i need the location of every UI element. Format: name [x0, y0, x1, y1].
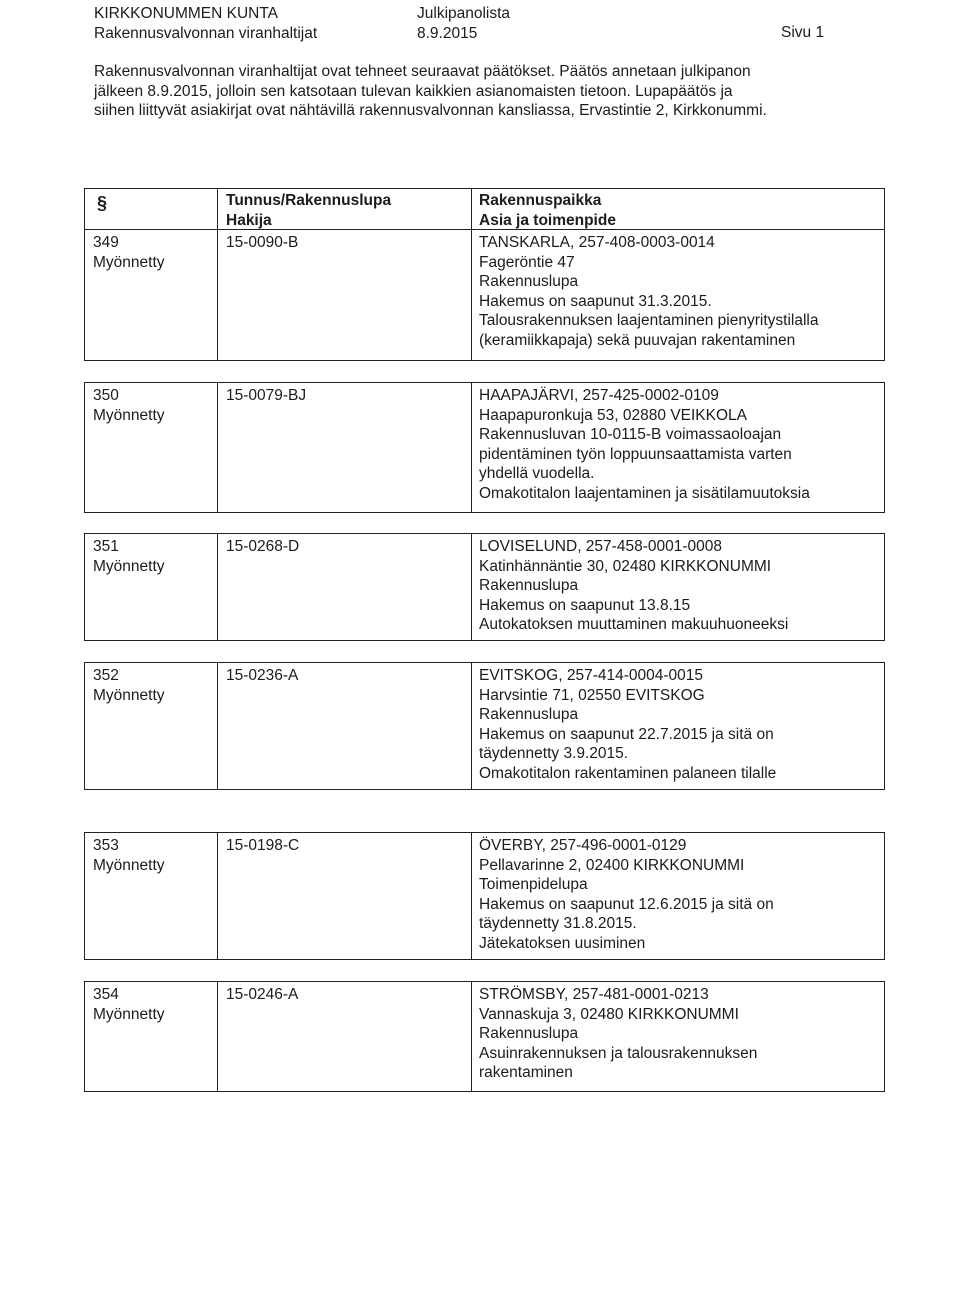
- header-applicant: Hakija: [226, 211, 272, 229]
- permit-id: 15-0198-C: [226, 837, 300, 854]
- permit-id-cell: [218, 663, 472, 789]
- header-action: Asia ja toimenpide: [479, 211, 616, 229]
- header-permit-id: Tunnus/Rakennuslupa: [226, 192, 392, 209]
- decision-status: Myönnetty: [93, 253, 165, 271]
- permit-id-cell: [218, 982, 472, 1091]
- header-middle: [417, 4, 510, 43]
- address-line: Fageröntie 47: [479, 253, 575, 271]
- action-description: Autokatoksen muuttaminen makuuhuoneeksi: [479, 616, 789, 634]
- action-description: (keramiikkapaja) sekä puuvajan rakentaminen: [479, 331, 796, 349]
- action-description: Omakotitalon laajentaminen ja sisätilamuutoksia: [479, 484, 810, 502]
- application-date: Hakemus on saapunut 13.8.15: [479, 596, 691, 614]
- municipality-name: KIRKKONUMMEN KUNTA: [94, 5, 279, 22]
- table-header-row: [85, 189, 884, 230]
- action-description: Talousrakennuksen laajentaminen pienyritystilalla: [479, 312, 819, 330]
- decision-number: 351: [93, 538, 119, 555]
- intro-line: Rakennusvalvonnan viranhaltijat ovat tehneet seuraavat päätökset. Päätös annetaan julkipanon: [94, 63, 751, 80]
- permit-type: Rakennuslupa: [479, 577, 579, 595]
- intro-line: jälkeen 8.9.2015, jolloin sen katsotaan tulevan kaikkien asianomaisten tietoon. Lupapäätös ja: [94, 82, 733, 100]
- application-date: Hakemus on saapunut 12.6.2015 ja sitä on: [479, 895, 774, 913]
- page-number: Sivu 1: [781, 24, 825, 41]
- decision-details-cell: [472, 833, 774, 954]
- permit-type: Toimenpidelupa: [479, 876, 588, 894]
- decision-number-cell: [85, 534, 218, 640]
- decision-number-cell: [85, 230, 218, 360]
- decision-block-352: [84, 662, 885, 790]
- decision-details-cell: [472, 383, 810, 504]
- supplement-date: täydennetty 31.8.2015.: [479, 915, 637, 933]
- detail-line: pidentäminen työn loppuunsaattamista varten: [479, 445, 792, 463]
- decision-block-351: [84, 533, 885, 641]
- application-date: Hakemus on saapunut 31.3.2015.: [479, 292, 712, 310]
- decision-number: 354: [93, 986, 119, 1003]
- property-line: ÖVERBY, 257-496-0001-0129: [479, 837, 687, 854]
- permit-id: 15-0079-BJ: [226, 387, 307, 404]
- decision-number-cell: [85, 383, 218, 512]
- permit-id: 15-0090-B: [226, 234, 299, 251]
- detail-line: Rakennusluvan 10-0115-B voimassaoloajan: [479, 426, 782, 444]
- decision-number: 349: [93, 234, 119, 251]
- decision-status: Myönnetty: [93, 856, 165, 874]
- section-sign-cell: [85, 189, 218, 229]
- decision-block-353: [84, 832, 885, 960]
- decision-block-349: [84, 188, 885, 361]
- decision-details-cell: [472, 230, 818, 351]
- decision-number: 353: [93, 837, 119, 854]
- property-line: HAAPAJÄRVI, 257-425-0002-0109: [479, 387, 719, 404]
- property-line: TANSKARLA, 257-408-0003-0014: [479, 234, 715, 251]
- decision-status: Myönnetty: [93, 686, 165, 704]
- address-line: Pellavarinne 2, 02400 KIRKKONUMMI: [479, 856, 745, 874]
- decision-status: Myönnetty: [93, 1005, 165, 1023]
- permit-id-cell: [218, 833, 472, 959]
- decision-block-354: [84, 981, 885, 1092]
- address-line: Haapapuronkuja 53, 02880 VEIKKOLA: [479, 406, 747, 424]
- permit-id: 15-0268-D: [226, 538, 300, 555]
- permit-id: 15-0236-A: [226, 667, 299, 684]
- decision-details-cell: [472, 663, 776, 784]
- decision-block-350: [84, 382, 885, 513]
- document-type: Julkipanolista: [417, 5, 511, 22]
- section-sign: §: [97, 193, 108, 213]
- decision-number-cell: [85, 663, 218, 789]
- application-date: Hakemus on saapunut 22.7.2015 ja sitä on: [479, 725, 774, 743]
- property-line: LOVISELUND, 257-458-0001-0008: [479, 538, 722, 555]
- decision-number: 352: [93, 667, 119, 684]
- header-site: Rakennuspaikka: [479, 192, 602, 209]
- header-id-cell: [218, 189, 472, 229]
- permit-type: Rakennuslupa: [479, 706, 579, 724]
- authority-name: Rakennusvalvonnan viranhaltijat: [94, 24, 318, 42]
- intro-paragraph: [94, 62, 884, 121]
- permit-id-cell: [218, 383, 472, 512]
- address-line: Vannaskuja 3, 02480 KIRKKONUMMI: [479, 1005, 739, 1023]
- supplement-date: täydennetty 3.9.2015.: [479, 745, 629, 763]
- permit-type: Rakennuslupa: [479, 273, 579, 291]
- decision-status: Myönnetty: [93, 406, 165, 424]
- action-description: Jätekatoksen uusiminen: [479, 934, 646, 952]
- action-description: Asuinrakennuksen ja talousrakennuksen: [479, 1044, 758, 1062]
- decision-status: Myönnetty: [93, 557, 165, 575]
- decision-number-cell: [85, 833, 218, 959]
- permit-type: Rakennuslupa: [479, 1025, 579, 1043]
- decision-row: [85, 230, 884, 360]
- permit-id: 15-0246-A: [226, 986, 299, 1003]
- address-line: Harvsintie 71, 02550 EVITSKOG: [479, 686, 705, 704]
- intro-line: siihen liittyvät asiakirjat ovat nähtävillä rakennusvalvonnan kansliassa, Ervastintie 2, Kirkkonummi.: [94, 102, 767, 119]
- header-details-cell: [472, 189, 616, 230]
- header-left: [94, 4, 317, 43]
- permit-id-cell: [218, 534, 472, 640]
- decision-number: 350: [93, 387, 119, 404]
- property-line: STRÖMSBY, 257-481-0001-0213: [479, 986, 709, 1003]
- action-description: rakentaminen: [479, 1064, 573, 1082]
- detail-line: yhdellä vuodella.: [479, 465, 595, 483]
- decision-number-cell: [85, 982, 218, 1091]
- decision-details-cell: [472, 534, 788, 635]
- address-line: Katinhännäntie 30, 02480 KIRKKONUMMI: [479, 557, 772, 575]
- action-description: Omakotitalon rakentaminen palaneen tilalle: [479, 764, 777, 782]
- permit-id-cell: [218, 230, 472, 360]
- property-line: EVITSKOG, 257-414-0004-0015: [479, 667, 704, 684]
- document-date: 8.9.2015: [417, 24, 478, 42]
- decision-details-cell: [472, 982, 757, 1083]
